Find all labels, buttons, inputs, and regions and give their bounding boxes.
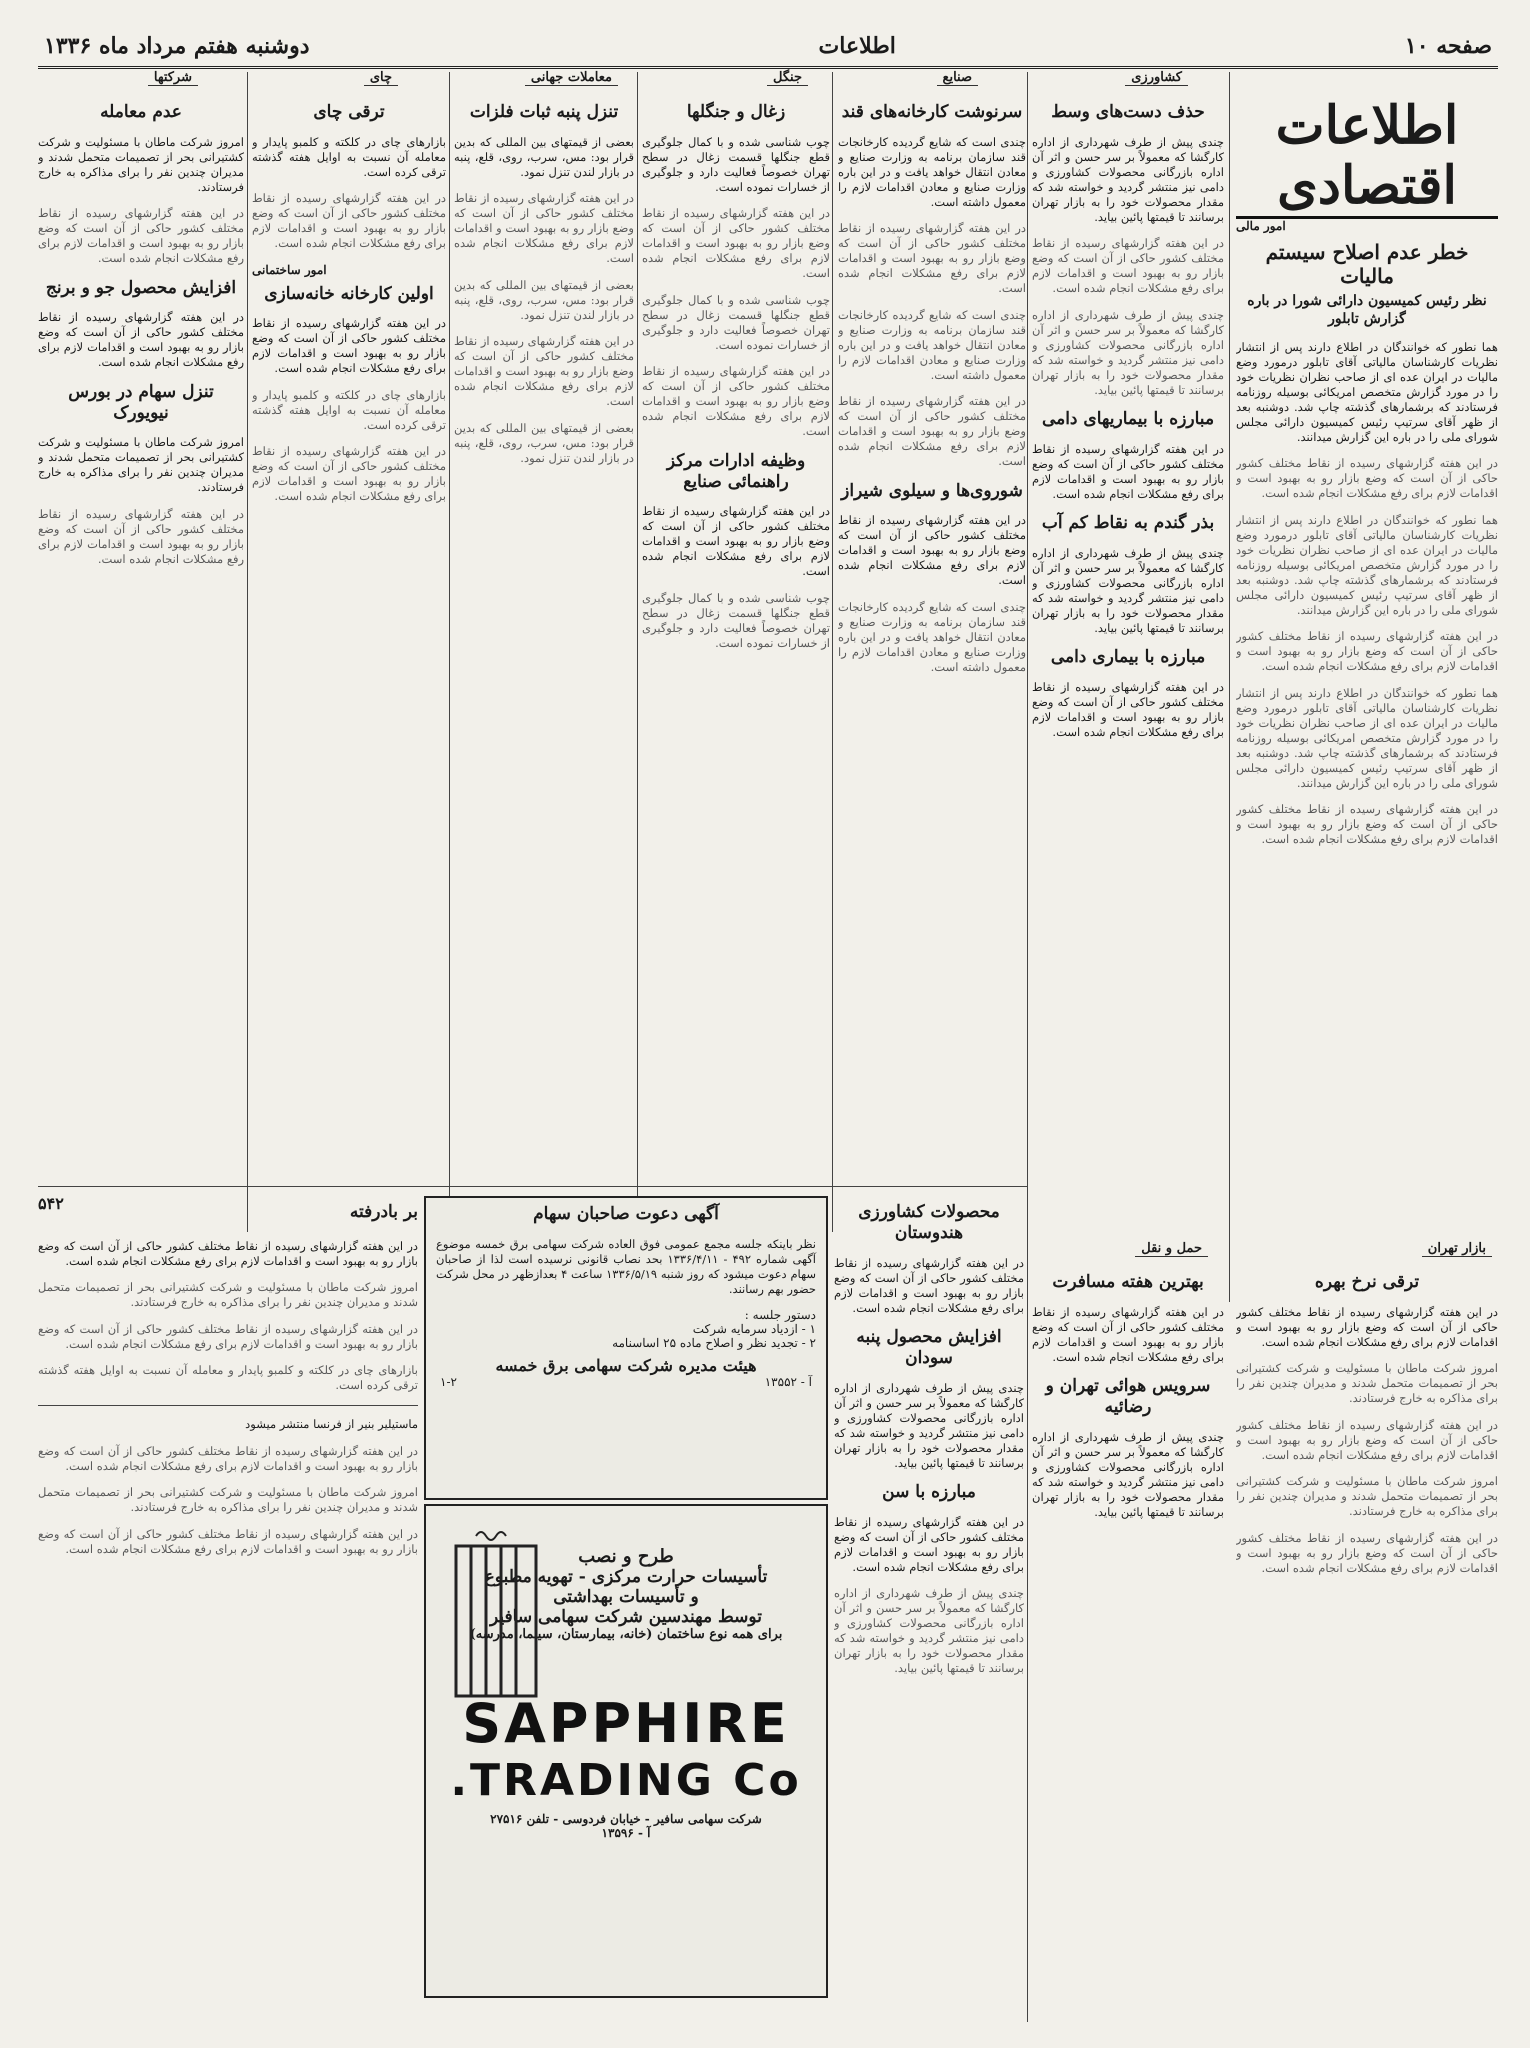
article-tax-body: هما نطور که خوانندگان در اطلاع دارند پس از انتشار نظریات کارشناسان مالیاتی آقای تابلور درمورد وضع مالیات در ایران عده ای از صاحب نظران نظریات خود را در مورد گزارش متخصص امریکائی بوسیله روزنامه فرستادند که برشمارهای گذشته چاپ شد. دوشنبه بعد از ظهر آقای سرتیپ رئیس کمیسیون دارائی مجلس شورای ملی را در باره این گزارش میدانند.	[1236, 339, 1498, 444]
article-tax-continued: در این هفته گزارشهای رسیده از نقاط مختلف کشور حاکی از آن است که وضع بازار رو به بهبود است و اقدامات لازم برای رفع مشکلات انجام شده است.	[1236, 456, 1498, 500]
article-factories-3: چندی است که شایع گردیده کارخانجات قند سازمان برنامه به وزارت صنایع و معادن انتقال خواهد یافت و در این باره وزارت صنایع و معادن اقدامات لازم را معمول داشته است.	[838, 307, 1026, 382]
article-middlemen-2: در این هفته گزارشهای رسیده از نقاط مختلف کشور حاکی از آن است که وضع بازار رو به بهبود است و اقدامات لازم برای رفع مشکلات انجام شده است.	[1032, 236, 1224, 295]
article-coal-2: در این هفته گزارشهای رسیده از نقاط مختلف کشور حاکی از آن است که وضع بازار رو به بهبود است و اقدامات لازم برای رفع مشکلات انجام شده است.	[642, 206, 830, 280]
section-companies: شرکتها	[148, 70, 198, 86]
article-first-factory: در این هفته گزارشهای رسیده از نقاط مختلف کشور حاکی از آن است که وضع بازار رو به بهبود است و اقدامات لازم برای رفع مشکلات انجام شده است.	[252, 316, 446, 375]
ad-sapphire-line4: توسط مهندسین شرکت سهامی سافیر	[490, 1607, 762, 1627]
article-pest: در این هفته گزارشهای رسیده از نقاط مختلف کشور حاکی از آن است که وضع بازار رو به بهبود است و اقدامات لازم برای رفع مشکلات انجام شده است.	[834, 1514, 1024, 1574]
subhead-tax: نظر رئیس کمیسیون دارائی شورا در باره گزارش تابلور	[1247, 293, 1487, 327]
article-brief-6: امروز شرکت ماطان با مسئولیت و شرکت کشتیرانی بحر از تصمیمات متحمل شدند و مدیران چندین نفر را برای مذاکره به خارج فرستادند.	[38, 1485, 418, 1514]
article-travel: در این هفته گزارشهای رسیده از نقاط مختلف کشور حاکی از آن است که وضع بازار رو به بهبود است و اقدامات لازم برای رفع مشکلات انجام شده است.	[1032, 1304, 1224, 1364]
article-middlemen: چندی پیش از طرف شهرداری از اداره کارگشا که معمولاً بر سر حسن و اثر آن اداره بازرگانی محصولات کشاورزی و دامی نیز منتشر گردید و خواسته شد که مقدار محصولات خود را به بازار تهران برسانند تا قیمتها پائین بیاید.	[1032, 134, 1224, 224]
ad-shareholders-notice	[424, 1196, 828, 1500]
article-tax-continued-5: در این هفته گزارشهای رسیده از نقاط مختلف کشور حاکی از آن است که وضع بازار رو به بهبود است و اقدامات لازم برای رفع مشکلات انجام شده است.	[1236, 802, 1498, 846]
headline-shoes: شوروی‌ها و سیلوی شیراز	[841, 480, 1023, 501]
headline-air: سرویس هوائی تهران و رضائیه	[1045, 1376, 1211, 1417]
column-transport	[1032, 1266, 1224, 2026]
column-rule	[247, 72, 248, 1232]
article-tea-2: در این هفته گزارشهای رسیده از نقاط مختلف کشور حاکی از آن است که وضع بازار رو به بهبود است و اقدامات لازم برای رفع مشکلات انجام شده است.	[252, 191, 446, 250]
article-prices-3: بعضی از قیمتهای بین المللی که بدین قرار بود: مس، سرب، روی، قلع، پنبه در بازار لندن تنزل نمود.	[454, 277, 634, 322]
article-cotton: چندی پیش از طرف شهرداری از اداره کارگشا که معمولاً بر سر حسن و اثر آن اداره بازرگانی محصولات کشاورزی و دامی نیز منتشر گردید و خواسته شد که مقدار محصولات خود را به بازار تهران برسانند تا قیمتها پائین بیاید.	[834, 1380, 1024, 1470]
radiator-icon	[446, 1526, 546, 1716]
article-factories-2: در این هفته گزارشهای رسیده از نقاط مختلف کشور حاکی از آن است که وضع بازار رو به بهبود است و اقدامات لازم برای رفع مشکلات انجام شده است.	[838, 221, 1026, 295]
article-industrial-center-2: چوب شناسی شده و با کمال جلوگیری قطع جنگلها قسمت زغال در سطح تهران خصوصاً فعالیت دارد و جلوگیری از خسارات نموده است.	[642, 590, 830, 650]
ad-sapphire-line1: طرح و نصب	[578, 1546, 674, 1567]
headline-nyse: تنزل سهام در بورس نیویورک	[68, 381, 214, 423]
article-tax-continued-2: هما نطور که خوانندگان در اطلاع دارند پس از انتشار نظریات کارشناسان مالیاتی آقای تابلور درمورد وضع مالیات در ایران عده ای از صاحب نظران نظریات خود را در مورد گزارش متخصص امریکائی بوسیله روزنامه فرستادند که برشمارهای گذشته چاپ شد. دوشنبه بعد از ظهر آقای سرتیپ رئیس کمیسیون دارائی مجلس شورای ملی را در باره این گزارش میدانند.	[1236, 512, 1498, 617]
article-factories: چندی است که شایع گردیده کارخانجات قند سازمان برنامه به وزارت صنایع و معادن انتقال خواهد یافت و در این باره وزارت صنایع و معادن اقدامات لازم را معمول داشته است.	[838, 134, 1026, 209]
ad-bottom-text: ماستیلیر بنیر از فرنسا منتشر میشود	[245, 1417, 418, 1431]
headline-prices: تنزل پنبه ثبات فلزات	[469, 102, 619, 122]
article-industrial-center: در این هفته گزارشهای رسیده از نقاط مختلف کشور حاکی از آن است که وضع بازار رو به بهبود است و اقدامات لازم برای رفع مشکلات انجام شده است.	[642, 504, 830, 578]
column-rule	[1229, 72, 1230, 1302]
article-disease: در این هفته گزارشهای رسیده از نقاط مختلف کشور حاکی از آن است که وضع بازار رو به بهبود است و اقدامات لازم برای رفع مشکلات انجام شده است.	[1032, 441, 1224, 501]
article-prices-4: در این هفته گزارشهای رسیده از نقاط مختلف کشور حاکی از آن است که وضع بازار رو به بهبود است و اقدامات لازم برای رفع مشکلات انجام شده است.	[454, 334, 634, 408]
ad-notice-codes	[426, 1375, 826, 1389]
column-companies	[38, 96, 244, 1181]
column-agriculture	[1032, 96, 1224, 1181]
column-rule	[637, 72, 638, 1232]
headline-middlemen: حذف دست‌های وسط	[1051, 102, 1205, 122]
column-forest	[642, 96, 830, 1181]
headline-cotton: افزایش محصول پنبه سودان	[856, 1327, 1002, 1368]
article-shoes: در این هفته گزارشهای رسیده از نقاط مختلف کشور حاکی از آن است که وضع بازار رو به بهبود است و اقدامات لازم برای رفع مشکلات انجام شده است.	[838, 513, 1026, 587]
headline-disease-2: مبارزه با بیماری دامی	[1050, 647, 1206, 667]
article-no-deal: امروز شرکت ماطان با مسئولیت و شرکت کشتیرانی بحر از تصمیمات متحمل شدند و مدیران چندین نفر را برای مذاکره به خارج فرستادند.	[38, 134, 244, 194]
article-nyse: امروز شرکت ماطان با مسئولیت و شرکت کشتیرانی بحر از تصمیمات متحمل شدند و مدیران چندین نفر را برای مذاکره به خارج فرستادند.	[38, 435, 244, 494]
headline-production: افزایش محصول جو و برنج	[45, 277, 237, 298]
column-tea	[252, 96, 446, 1181]
page-title: اطلاعات اقتصادی	[1236, 96, 1498, 219]
article-brief-2: امروز شرکت ماطان با مسئولیت و شرکت کشتیرانی بحر از تصمیمات متحمل شدند و مدیران چندین نفر را برای مذاکره به خارج فرستادند.	[38, 1280, 418, 1309]
article-rate-4: امروز شرکت ماطان با مسئولیت و شرکت کشتیرانی بحر از تصمیمات متحمل شدند و مدیران چندین نفر را برای مذاکره به خارج فرستادند.	[1236, 1474, 1498, 1518]
headline-tea: ترقی چای	[313, 102, 385, 122]
article-brief-5: در این هفته گزارشهای رسیده از نقاط مختلف کشور حاکی از آن است که وضع بازار رو به بهبود است و اقدامات لازم برای رفع مشکلات انجام شده است.	[38, 1443, 418, 1473]
article-brief: در این هفته گزارشهای رسیده از نقاط مختلف کشور حاکی از آن است که وضع بازار رو به بهبود است و اقدامات لازم برای رفع مشکلات انجام شده است.	[38, 1238, 418, 1268]
ad-sapphire-line3: و تأسیسات بهداشتی	[553, 1587, 699, 1607]
section-tea: چای	[364, 70, 398, 86]
headline-disease: مبارزه با بیماریهای دامی	[1041, 409, 1215, 429]
headline-brief: بر بادرفته	[349, 1202, 418, 1222]
column-intl-trade	[454, 96, 634, 1181]
ad-sapphire-line2: تأسیسات حرارت مرکزی - تهویه مطبوع	[484, 1567, 768, 1587]
ad-notice-signature: هیئت مدیره شرکت سهامی برق خمسه	[495, 1356, 757, 1375]
column-industry	[838, 96, 1026, 1181]
article-disease-2: در این هفته گزارشهای رسیده از نقاط مختلف کشور حاکی از آن است که وضع بازار رو به بهبود است و اقدامات لازم برای رفع مشکلات انجام شده است.	[1032, 679, 1224, 739]
headline-travel: بهترین هفته مسافرت	[1052, 1272, 1204, 1292]
page-number: صفحه ۱۰	[1404, 33, 1492, 59]
ad-notice-body: نظر باینکه جلسه مجمع عمومی فوق العاده شرکت سهامی برق خمسه موضوع آگهی شماره ۴۹۲ - ۱۳۳۶/۴/۱۱ بحد نصاب قانونی نرسیده است لذا از صاحبان سهام دعوت میشود که روز شنبه ۱۳۳۶/۵/۱۹ ساعت ۴ بعدازظهر در محل شرکت حضور بهم رسانند.	[436, 1236, 817, 1296]
brief-header	[38, 1196, 418, 1227]
article-tea: بازارهای چای در کلکته و کلمبو پایدار و معامله آن نسبت به اوایل هفته گذشته ترقی کرده است.	[252, 134, 446, 179]
ad-notice-code-right: آ - ۱۳۵۵۲	[764, 1375, 812, 1389]
column-india	[834, 1196, 1024, 2026]
article-prices: بعضی از قیمتهای بین المللی که بدین قرار بود: مس، سرب، روی، قلع، پنبه در بازار لندن تنزل نمود.	[454, 134, 634, 179]
masthead	[38, 26, 1498, 69]
article-rate: در این هفته گزارشهای رسیده از نقاط مختلف کشور حاکی از آن است که وضع بازار رو به بهبود است و اقدامات لازم برای رفع مشکلات انجام شده است.	[1236, 1304, 1498, 1349]
section-tehran-market: بازار تهران	[1422, 1241, 1492, 1257]
ad-notice-agenda-item: ۲ - تجدید نظر و اصلاح ماده ۲۵ اساسنامه	[612, 1336, 816, 1350]
headline-coal: زغال و جنگلها	[686, 102, 786, 122]
article-shoes-2: چندی است که شایع گردیده کارخانجات قند سازمان برنامه به وزارت صنایع و معادن انتقال خواهد یافت و در این باره وزارت صنایع و معادن اقدامات لازم را معمول داشته است.	[838, 599, 1026, 674]
column-rule	[832, 72, 833, 1232]
section-agriculture: کشاورزی	[1125, 70, 1188, 86]
sapphire-logo-line1: SAPPHIRE	[462, 1692, 790, 1755]
article-no-deal-2: در این هفته گزارشهای رسیده از نقاط مختلف کشور حاکی از آن است که وضع بازار رو به بهبود است و اقدامات لازم برای رفع مشکلات انجام شده است.	[38, 206, 244, 265]
article-rate-2: امروز شرکت ماطان با مسئولیت و شرکت کشتیرانی بحر از تصمیمات متحمل شدند و مدیران چندین نفر را برای مذاکره به خارج فرستادند.	[1236, 1361, 1498, 1405]
article-tax-continued-4: هما نطور که خوانندگان در اطلاع دارند پس از انتشار نظریات کارشناسان مالیاتی آقای تابلور درمورد وضع مالیات در ایران عده ای از صاحب نظران نظریات خود را در مورد گزارش متخصص امریکائی بوسیله روزنامه فرستادند که برشمارهای گذشته چاپ شد. دوشنبه بعد از ظهر آقای سرتیپ رئیس کمیسیون دارائی مجلس شورای ملی را در باره این گزارش میدانند.	[1236, 685, 1498, 790]
article-coal-4: در این هفته گزارشهای رسیده از نقاط مختلف کشور حاکی از آن است که وضع بازار رو به بهبود است و اقدامات لازم برای رفع مشکلات انجام شده است.	[642, 364, 830, 438]
ad-sapphire-address: شرکت سهامی سافیر - خیابان فردوسی - تلفن ۲۷۵۱۶	[490, 1812, 762, 1826]
issue-date: دوشنبه هفتم مرداد ماه ۱۳۳۶	[44, 33, 310, 59]
article-production: در این هفته گزارشهای رسیده از نقاط مختلف کشور حاکی از آن است که وضع بازار رو به بهبود است و اقدامات لازم برای رفع مشکلات انجام شده است.	[38, 310, 244, 369]
article-prices-5: بعضی از قیمتهای بین المللی که بدین قرار بود: مس، سرب، روی، قلع، پنبه در بازار لندن تنزل نمود.	[454, 420, 634, 465]
section-transport: حمل و نقل	[1135, 1241, 1208, 1257]
article-tax-continued-3: در این هفته گزارشهای رسیده از نقاط مختلف کشور حاکی از آن است که وضع بازار رو به بهبود است و اقدامات لازم برای رفع مشکلات انجام شده است.	[1236, 629, 1498, 673]
column-rule	[449, 72, 450, 1232]
column-economic-news	[1236, 96, 1498, 1246]
article-coal-3: چوب شناسی شده و با کمال جلوگیری قطع جنگلها قسمت زغال در سطح تهران خصوصاً فعالیت دارد و جلوگیری از خسارات نموده است.	[642, 292, 830, 352]
ad-sapphire	[424, 1504, 828, 1998]
horizontal-rule	[38, 1186, 1028, 1187]
ad-notice-agenda-title: دستور جلسه :	[744, 1308, 816, 1322]
fiscal-kicker: امور مالی	[1236, 219, 1286, 233]
article-first-factory-3: در این هفته گزارشهای رسیده از نقاط مختلف کشور حاکی از آن است که وضع بازار رو به بهبود است و اقدامات لازم برای رفع مشکلات انجام شده است.	[252, 444, 446, 503]
paper-name: اطلاعات	[818, 33, 896, 59]
article-brief-7: در این هفته گزارشهای رسیده از نقاط مختلف کشور حاکی از آن است که وضع بازار رو به بهبود است و اقدامات لازم برای رفع مشکلات انجام شده است.	[38, 1526, 418, 1556]
page-marker: ۵۴۲	[38, 1196, 64, 1213]
article-brief-3: در این هفته گزارشهای رسیده از نقاط مختلف کشور حاکی از آن است که وضع بازار رو به بهبود است و اقدامات لازم برای رفع مشکلات انجام شده است.	[38, 1321, 418, 1351]
article-middlemen-3: چندی پیش از طرف شهرداری از اداره کارگشا که معمولاً بر سر حسن و اثر آن اداره بازرگانی محصولات کشاورزی و دامی نیز منتشر گردید و خواسته شد که مقدار محصولات خود را به بازار تهران برسانند تا قیمتها پائین بیاید.	[1032, 307, 1224, 397]
headline-agri-products: محصولات کشاورزی هندوستان	[858, 1202, 1000, 1243]
headline-first-factory: اولین کارخانه خانه‌سازی	[264, 283, 434, 304]
ad-notice-title: آگهی دعوت صاحبان سهام	[533, 1204, 719, 1224]
ad-sapphire-code: آ - ۱۳۵۹۶	[601, 1826, 651, 1840]
article-coal: چوب شناسی شده و با کمال جلوگیری قطع جنگلها قسمت زغال در سطح تهران خصوصاً فعالیت دارد و جلوگیری از خسارات نموده است.	[642, 134, 830, 194]
headline-wheat: بذر گندم به نقاط کم آب	[1041, 513, 1215, 533]
section-industry: صنایع	[937, 70, 978, 86]
headline-rate: ترقی نرخ بهره	[1314, 1272, 1420, 1292]
headline-factories: سرنوشت کارخانه‌های قند	[841, 102, 1023, 122]
article-nyse-2: در این هفته گزارشهای رسیده از نقاط مختلف کشور حاکی از آن است که وضع بازار رو به بهبود است و اقدامات لازم برای رفع مشکلات انجام شده است.	[38, 506, 244, 566]
article-factories-4: در این هفته گزارشهای رسیده از نقاط مختلف کشور حاکی از آن است که وضع بازار رو به بهبود است و اقدامات لازم برای رفع مشکلات انجام شده است.	[838, 394, 1026, 468]
article-brief-4: بازارهای چای در کلکته و کلمبو پایدار و معامله آن نسبت به اوایل هفته گذشته ترقی کرده است.	[38, 1363, 418, 1392]
horizontal-rule	[38, 1405, 418, 1406]
headline-industrial-center: وظیفه ادارات مرکز راهنمائی صنایع	[666, 450, 806, 492]
headline-no-deal: عدم معامله	[100, 102, 182, 122]
article-wheat: چندی پیش از طرف شهرداری از اداره کارگشا که معمولاً بر سر حسن و اثر آن اداره بازرگانی محصولات کشاورزی و دامی نیز منتشر گردید و خواسته شد که مقدار محصولات خود را به بازار تهران برسانند تا قیمتها پائین بیاید.	[1032, 545, 1224, 635]
ad-notice-code-left: ۱-۲	[440, 1375, 457, 1389]
newspaper-page	[38, 26, 1498, 2026]
column-brief	[38, 1196, 418, 2026]
article-agri-products: در این هفته گزارشهای رسیده از نقاط مختلف کشور حاکی از آن است که وضع بازار رو به بهبود است و اقدامات لازم برای رفع مشکلات انجام شده است.	[834, 1255, 1024, 1315]
headline-pest: مبارزه با سن	[882, 1482, 976, 1502]
article-air: چندی پیش از طرف شهرداری از اداره کارگشا که معمولاً بر سر حسن و اثر آن اداره بازرگانی محصولات کشاورزی و دامی نیز منتشر گردید و خواسته شد که مقدار محصولات خود را به بازار تهران برسانند تا قیمتها پائین بیاید.	[1032, 1429, 1224, 1519]
ad-notice-agenda-item: ۱ - ازدیاد سرمایه شرکت	[692, 1322, 816, 1336]
building-kicker: امور ساختمانی	[252, 262, 327, 277]
sapphire-logo-line2: TRADING Co.	[450, 1755, 802, 1806]
section-intl-trade: معاملات جهانی	[525, 70, 618, 86]
ad-notice-agenda	[426, 1308, 826, 1350]
column-rule	[1027, 72, 1028, 2022]
column-tehran-market	[1236, 1266, 1498, 2026]
headline-tax: خطر عدم اصلاح سیستم مالیات	[1265, 240, 1469, 288]
article-prices-2: در این هفته گزارشهای رسیده از نقاط مختلف کشور حاکی از آن است که وضع بازار رو به بهبود است و اقدامات لازم برای رفع مشکلات انجام شده است.	[454, 191, 634, 265]
section-forest: جنگل	[767, 70, 808, 86]
article-rate-3: در این هفته گزارشهای رسیده از نقاط مختلف کشور حاکی از آن است که وضع بازار رو به بهبود است و اقدامات لازم برای رفع مشکلات انجام شده است.	[1236, 1417, 1498, 1462]
ad-sapphire-line5: برای همه نوع ساختمان (خانه، بیمارستان، سینما، مدرسه)	[469, 1627, 783, 1642]
article-pest-2: چندی پیش از طرف شهرداری از اداره کارگشا که معمولاً بر سر حسن و اثر آن اداره بازرگانی محصولات کشاورزی و دامی نیز منتشر گردید و خواسته شد که مقدار محصولات خود را به بازار تهران برسانند تا قیمتها پائین بیاید.	[834, 1586, 1024, 1675]
article-first-factory-2: بازارهای چای در کلکته و کلمبو پایدار و معامله آن نسبت به اوایل هفته گذشته ترقی کرده است.	[252, 387, 446, 432]
article-rate-5: در این هفته گزارشهای رسیده از نقاط مختلف کشور حاکی از آن است که وضع بازار رو به بهبود است و اقدامات لازم برای رفع مشکلات انجام شده است.	[1236, 1530, 1498, 1575]
